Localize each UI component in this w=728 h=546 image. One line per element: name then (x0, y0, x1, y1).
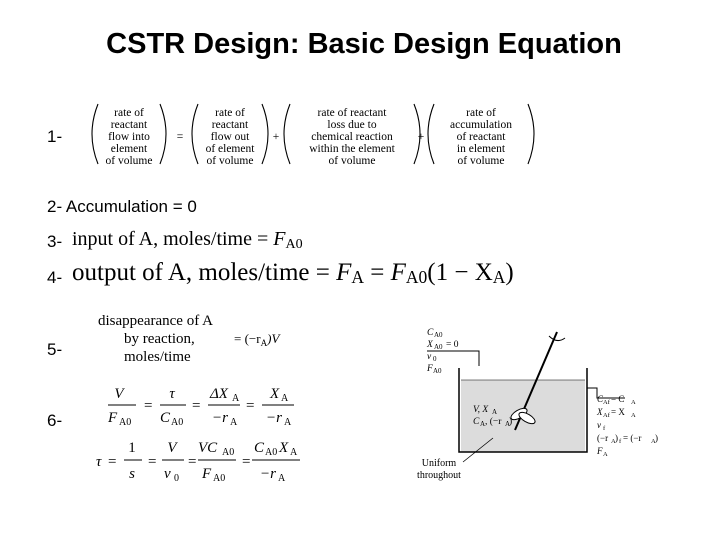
outlet-sub: f (603, 425, 606, 432)
uniform-note: throughout (417, 470, 461, 481)
uniform-note: Uniform (421, 458, 457, 469)
inlet-sub: 0 (433, 355, 437, 363)
term1-line: rate of (114, 107, 144, 119)
term3-line: chemical reaction (311, 131, 393, 143)
eq6-sub: A (284, 417, 292, 428)
disappearance-term: disappearance of A by reaction, moles/time (98, 313, 213, 365)
outlet-label: = C (611, 394, 625, 404)
outlet-label: ) (615, 433, 618, 443)
outlet-sub: A (631, 412, 636, 419)
inlet-label: v (427, 352, 432, 362)
eq6-symbol: −r (260, 466, 276, 482)
eq6-sub: 0 (174, 473, 179, 484)
item-number-5: 5- (47, 340, 63, 359)
space-time-equations (94, 384, 324, 484)
paren-left-1 (92, 104, 98, 164)
eq6-symbol: X (270, 386, 280, 402)
outlet-label: X (597, 407, 603, 417)
eq6-symbol: τ (96, 454, 102, 470)
term2-line: of volume (206, 155, 254, 167)
paren-right-2 (262, 104, 268, 164)
mole-balance-equation (88, 100, 538, 170)
eq6-symbol: −r (212, 410, 228, 426)
eq6-op: = (188, 454, 197, 470)
term2-line: reactant (211, 119, 249, 131)
eq6-sub: A0 (171, 417, 184, 428)
term4-line: accumulation (450, 119, 512, 131)
outlet-label: = X (611, 407, 625, 417)
disappearance-rhs: = $(-r_A)V$ (234, 331, 280, 348)
term4-line: in element (456, 143, 506, 155)
eq6-symbol: X (279, 440, 289, 456)
eq6-sub: A (290, 447, 298, 458)
inlet-sub: A0 (433, 367, 442, 375)
operator: + (272, 131, 280, 143)
operator: = (176, 131, 184, 143)
outlet-sub: A (611, 438, 616, 445)
inlet-label: = 0 (446, 340, 459, 350)
tank-label: , (−r (485, 417, 502, 427)
eq6-op: = (192, 398, 201, 414)
term1-line: of volume (105, 155, 153, 167)
inlet-label: C (427, 328, 434, 338)
item-number-4: 4- (47, 268, 63, 287)
outlet-label: = (−r (623, 433, 642, 443)
eq6-sub: A0 (213, 473, 226, 484)
cstr-diagram (415, 318, 695, 488)
paren-right-4 (528, 104, 534, 164)
eq6-symbol: C (254, 440, 265, 456)
eq6-sub: A0 (265, 447, 278, 458)
outlet-sub: A (603, 451, 608, 458)
input-equation: input of A, moles/time = $F_{A0}$ (72, 228, 303, 252)
eq6-sub: A (278, 473, 286, 484)
eq6-sub: A0 (119, 417, 132, 428)
outlet-label: ) (655, 433, 658, 443)
eq6-symbol: C (160, 410, 171, 426)
eq6-sub: A (281, 393, 289, 404)
term4-line: rate of (466, 107, 496, 119)
tank-label: V, X (473, 405, 489, 415)
eq6-sub: A0 (222, 447, 235, 458)
item-number-6: 6- (47, 411, 63, 430)
eq6-op: = (246, 398, 255, 414)
item-number-2: 2- Accumulation = 0 (47, 197, 197, 216)
output-equation: output of A, moles/time = FA = FA0(1 − XA) (72, 259, 514, 287)
inlet-sub: A0 (434, 343, 443, 351)
outlet-label: C (597, 394, 604, 404)
eq6-symbol: v (164, 466, 171, 482)
outlet-sub: Af (603, 412, 610, 419)
eq6-op: = (148, 454, 157, 470)
tank-sub: A (480, 420, 486, 428)
eq6-op: = (108, 454, 117, 470)
inlet-label: F (427, 364, 433, 374)
outlet-sub: A (631, 399, 636, 406)
term4-line: of volume (457, 155, 505, 167)
accumulation-text: Accumulation = 0 (65, 197, 197, 216)
outlet-sub: f (619, 438, 622, 445)
eq6-symbol: 1 (128, 440, 136, 456)
outlet-sub: Af (603, 399, 610, 406)
eq6-symbol: −r (266, 410, 282, 426)
term1-line: element (110, 143, 148, 155)
eq6-symbol: V (114, 386, 124, 402)
term2-line: of element (205, 143, 255, 155)
inlet-sub: A0 (434, 331, 443, 339)
outlet-label: (−r (597, 433, 609, 443)
page-title: CSTR Design: Basic Design Equation (106, 28, 622, 60)
eq6-sub: A (230, 417, 238, 428)
tank-sub: A (492, 408, 498, 416)
paren-left-3 (284, 104, 290, 164)
item-number-1: 1- (47, 127, 63, 146)
eq6-sub: A (232, 393, 240, 404)
tank-sub: A (505, 420, 511, 428)
term3-line: rate of reactant (317, 107, 387, 119)
operator: + (417, 131, 425, 143)
term2-line: flow out (210, 131, 250, 143)
rotation-arrow-icon (549, 336, 565, 341)
term1-line: reactant (110, 119, 148, 131)
inlet-label: X (427, 340, 433, 350)
eq6-symbol: F (202, 466, 212, 482)
term2-line: rate of (215, 107, 245, 119)
paren-left-2 (192, 104, 198, 164)
paren-left-4 (428, 104, 434, 164)
term1-line: flow into (108, 131, 150, 143)
eq6-symbol: V (167, 440, 177, 456)
outlet-sub: A (651, 438, 656, 445)
outlet-label: F (597, 446, 603, 456)
term3-line: of volume (328, 155, 376, 167)
term3-line: within the element (309, 143, 395, 155)
eq6-op: = (144, 398, 153, 414)
eq6-op: = (242, 454, 251, 470)
term3-line: loss due to (327, 119, 377, 131)
eq6-symbol: F (108, 410, 118, 426)
term4-line: of reactant (456, 131, 506, 143)
paren-right-1 (160, 104, 166, 164)
eq6-symbol: VC (198, 440, 218, 456)
tank-label: ) (509, 417, 513, 427)
eq6-symbol: τ (169, 386, 175, 402)
eq6-symbol: ΔX (210, 386, 228, 402)
eq6-symbol: s (129, 466, 135, 482)
item-number-3: 3- (47, 232, 63, 251)
tank-label: C (473, 417, 480, 427)
outlet-label: v (597, 420, 601, 430)
